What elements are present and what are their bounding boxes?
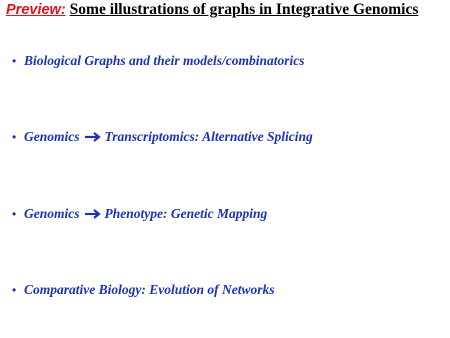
title-preview-label: Preview: xyxy=(6,2,66,18)
bullet-item-splicing xyxy=(12,128,313,146)
bullet-item-mapping xyxy=(12,205,267,223)
bullet-dot: • xyxy=(12,130,17,144)
bullet-right-text: Transcriptomics: Alternative Splicing xyxy=(104,129,313,144)
bullet-dot: • xyxy=(12,207,17,221)
bullet-dot: • xyxy=(12,283,17,297)
bullet-text: Biological Graphs and their models/combinatorics xyxy=(24,53,305,68)
slide-title xyxy=(6,0,418,20)
bullet-item-graphs xyxy=(12,52,305,70)
bullet-left-text: Genomics xyxy=(24,129,80,144)
bullet-dot: • xyxy=(12,54,17,68)
bullet-text: Comparative Biology: Evolution of Networks xyxy=(24,282,275,297)
right-arrow-icon xyxy=(85,132,103,142)
bullet-left-text: Genomics xyxy=(24,206,80,221)
right-arrow-icon xyxy=(85,209,103,219)
title-text: Some illustrations of graphs in Integrative Genomics xyxy=(69,1,419,18)
bullet-right-text: Phenotype: Genetic Mapping xyxy=(104,206,268,221)
bullet-item-networks xyxy=(12,281,275,299)
